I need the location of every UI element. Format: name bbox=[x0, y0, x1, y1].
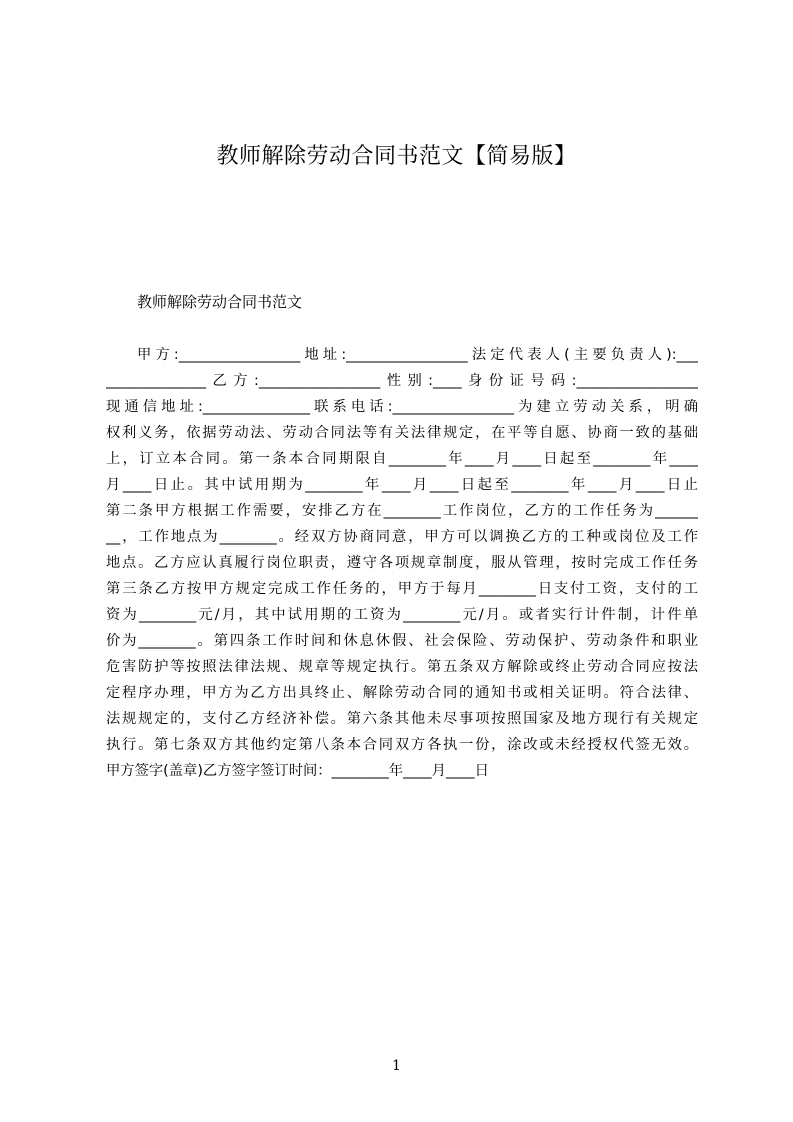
body-line: 第二条甲方根据工作需要，安排乙方在________工作岗位，乙方的工作任务为______ bbox=[106, 503, 698, 519]
document-subtitle: 教师解除劳动合同书范文 bbox=[137, 293, 303, 311]
signature-line: 甲方签字(盖章)乙方签字签订时间：________年____月____日 bbox=[106, 763, 489, 779]
body-line: 上，订立本合同。第一条本合同期限自________年____月____日起至________年____ bbox=[106, 451, 698, 467]
body-line: 现通信地址:_______________联系电话:_________________为建立劳动关系，明确 bbox=[106, 399, 698, 415]
body-line: 资为________元/月，其中试用期的工资为________元/月。或者实行计件制，计件单 bbox=[106, 607, 698, 623]
body-line: 权利义务，依据劳动法、劳动合同法等有关法律规定，在平等自愿、协商一致的基础 bbox=[106, 425, 698, 441]
body-line: 危害防护等按照法律法规、规章等规定执行。第五条双方解除或终止劳动合同应按法 bbox=[106, 659, 698, 675]
body-line: 地点。乙方应认真履行岗位职责，遵守各项规章制度，服从管理，按时完成工作任务 bbox=[106, 555, 698, 571]
body-line: 第三条乙方按甲方规定完成工作任务的，甲方于每月________日支付工资，支付的工 bbox=[106, 581, 698, 597]
document-title: 教师解除劳动合同书范文【简易版】 bbox=[216, 144, 577, 169]
body-line: 价为________。第四条工作时间和休息休假、社会保险、劳动保护、劳动条件和职业 bbox=[106, 633, 698, 649]
page-number: 1 bbox=[392, 1058, 401, 1074]
body-line: 执行。第七条双方其他约定第八条本合同双方各执一份，涂改或未经授权代签无效。 bbox=[106, 737, 698, 753]
body-line: 甲方:_________________地址:_________________法定代表人(主要负责人):___ bbox=[137, 347, 698, 363]
body-line: 定程序办理，甲方为乙方出具终止、解除劳动合同的通知书或相关证明。符合法律、 bbox=[106, 685, 698, 701]
body-line: __，工作地点为________。经双方协商同意，甲方可以调换乙方的工种或岗位及工作 bbox=[106, 529, 698, 545]
body-line: ______________乙方:_________________性别:____身份证号码:_________________ bbox=[106, 373, 698, 389]
body-line: 法规规定的，支付乙方经济补偿。第六条其他未尽事项按照国家及地方现行有关规定 bbox=[106, 711, 698, 727]
body-line: 月____日止。其中试用期为________年____月____日起至________年____月____日止 bbox=[106, 477, 698, 493]
